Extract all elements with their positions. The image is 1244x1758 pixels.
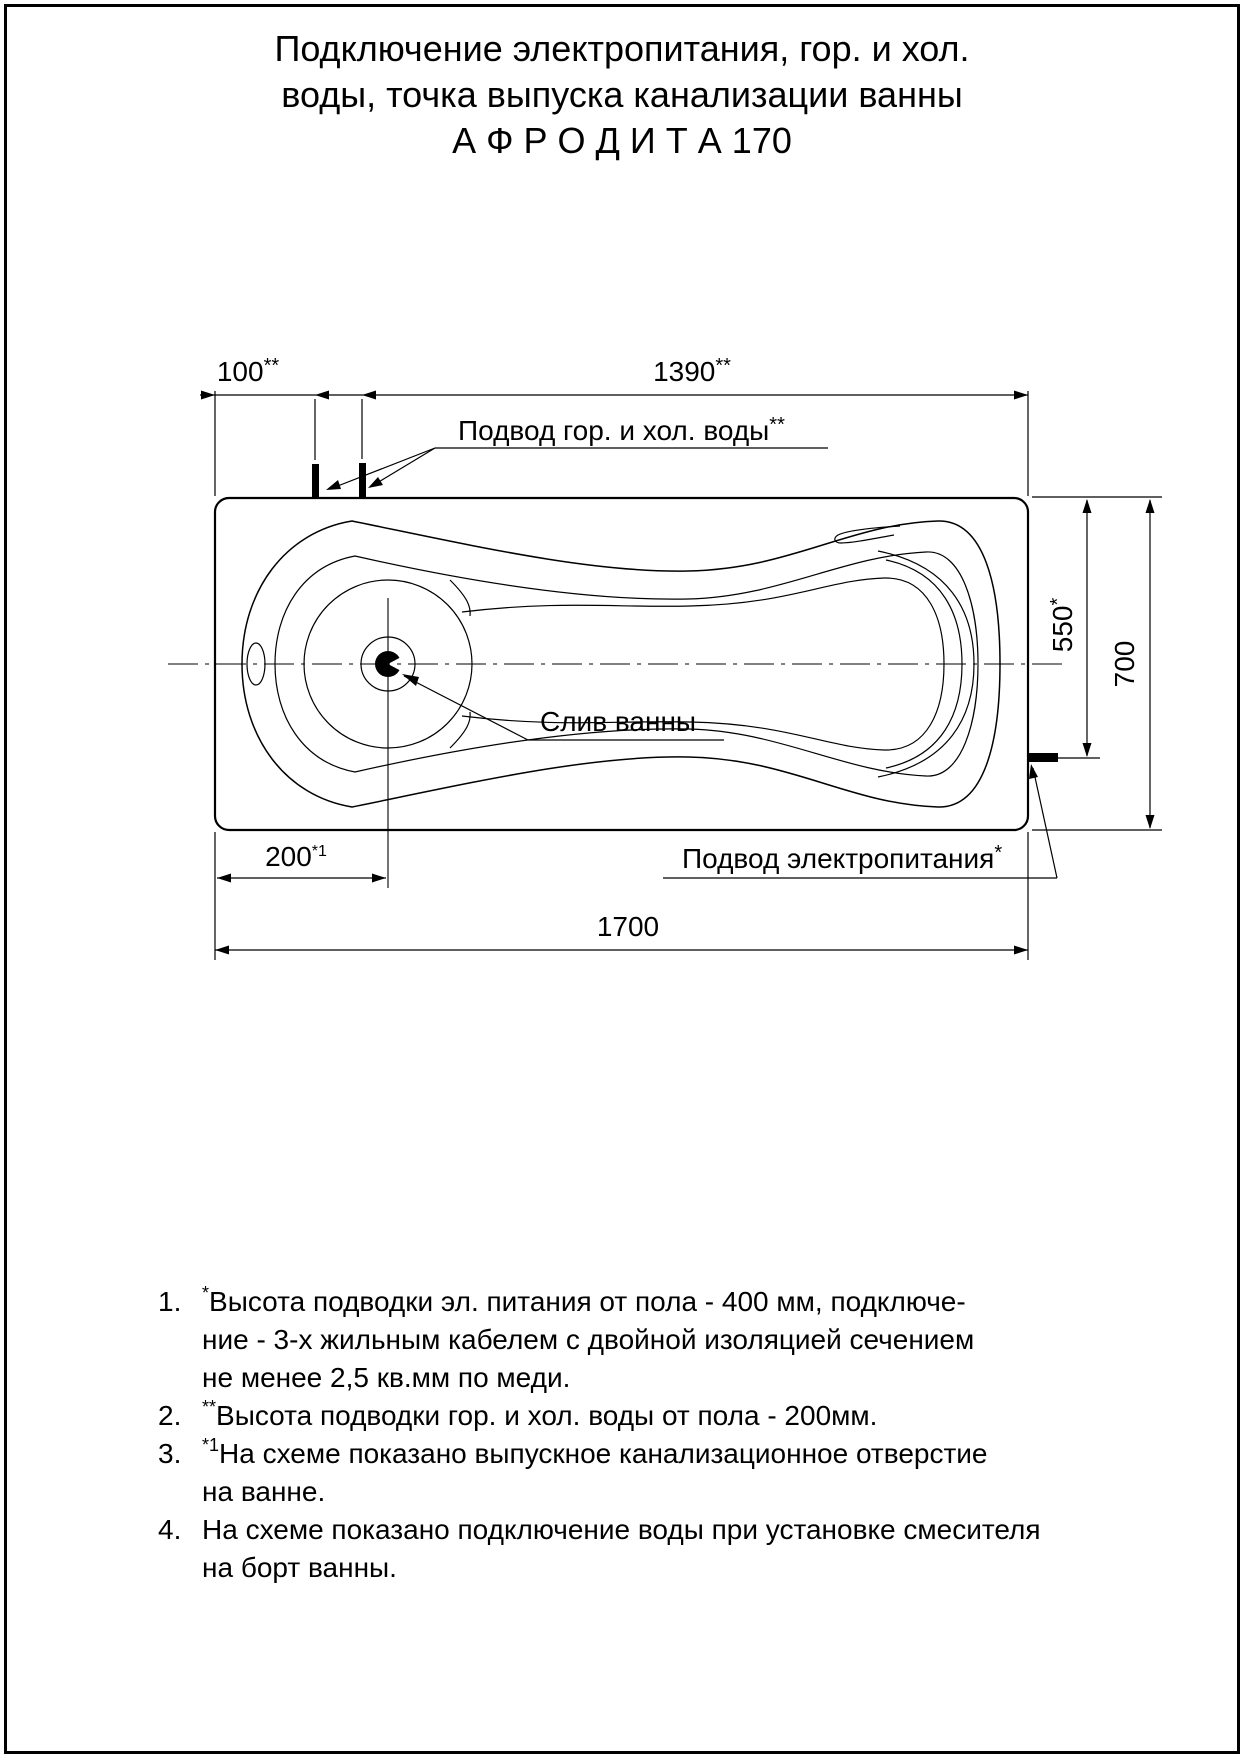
drain-label: Слив ванны [540,706,697,737]
arrow-icon [1083,499,1092,513]
arrow-icon [368,477,383,488]
note-line: *Высота подводки эл. питания от пола - 400 мм, подключе- [202,1282,966,1317]
note-marker: * [202,1282,210,1303]
dim-label-200: 200$^{*1}$ [265,841,327,872]
water-pipes [312,463,366,498]
leader-line [372,448,435,486]
arrow-icon [1146,499,1155,513]
title-line-1: Подключение электропитания, гор. и хол. [274,28,970,69]
note-item-2 [158,1397,1168,1435]
note-line: **Высота подводки гор. и хол. воды от пола - 200мм. [202,1396,878,1431]
arrow-icon [1083,743,1092,757]
arrow-icon [1029,764,1038,779]
dim-label-550: 550* [1047,597,1078,653]
leader-line [404,676,528,740]
arrow-icon [201,391,215,400]
arrow-icon [1146,815,1155,829]
arrow-icon [1014,946,1028,955]
note-number: 4. [158,1514,182,1545]
note-line: на борт ванны. [202,1552,397,1583]
arrow-icon [326,480,341,490]
callout-power-supply [663,753,1100,878]
note-line: не менее 2,5 кв.мм по меди. [202,1362,571,1393]
note-item-4 [158,1511,1168,1587]
dim-label-700: 700 [1109,640,1140,688]
note-item-3 [158,1435,1168,1511]
notes [158,1283,1168,1587]
note-line: На схеме показано подключение воды при установке смесителя [202,1514,1041,1545]
arrow-icon [362,391,376,400]
leader-line [1033,768,1057,878]
title-line-2: воды, точка выпуска канализации ванны [281,74,963,115]
arrow-icon [402,674,419,686]
water-supply-label: Подвод гор. и хол. воды** [458,414,785,446]
arrow-icon [217,874,231,883]
dim-label-1700: 1700 [596,911,660,942]
note-line: на ванне. [202,1476,326,1507]
note-number: 2. [158,1400,182,1431]
note-item-1 [158,1283,1168,1397]
arrow-icon [215,946,229,955]
cold-water-pipe-icon [359,463,366,498]
note-line: ние - 3-х жильным кабелем с двойной изоляцией сечением [202,1324,975,1355]
note-line: $^{*1}$На схеме показано выпускное канализационное отверстие [202,1434,988,1469]
headrest-hook [835,526,900,543]
leader-line [330,448,435,489]
callout-water-supply [326,414,828,490]
callout-drain [402,674,724,740]
arrow-icon [372,874,386,883]
arrow-icon [315,391,329,400]
note-marker: ** [202,1396,217,1417]
arrow-icon [1014,391,1028,400]
note-number: 1. [158,1286,182,1317]
power-connection-icon [1028,753,1058,762]
dim-label-1390: 1390** [653,355,731,387]
note-number: 3. [158,1438,182,1469]
title-line-3: А Ф Р О Д И Т А 170 [452,120,792,161]
hot-water-pipe-icon [312,464,319,498]
power-supply-label: Подвод электропитания* [682,842,1003,874]
note-marker: *1 [202,1434,220,1455]
dim-label-100: 100** [216,355,280,387]
